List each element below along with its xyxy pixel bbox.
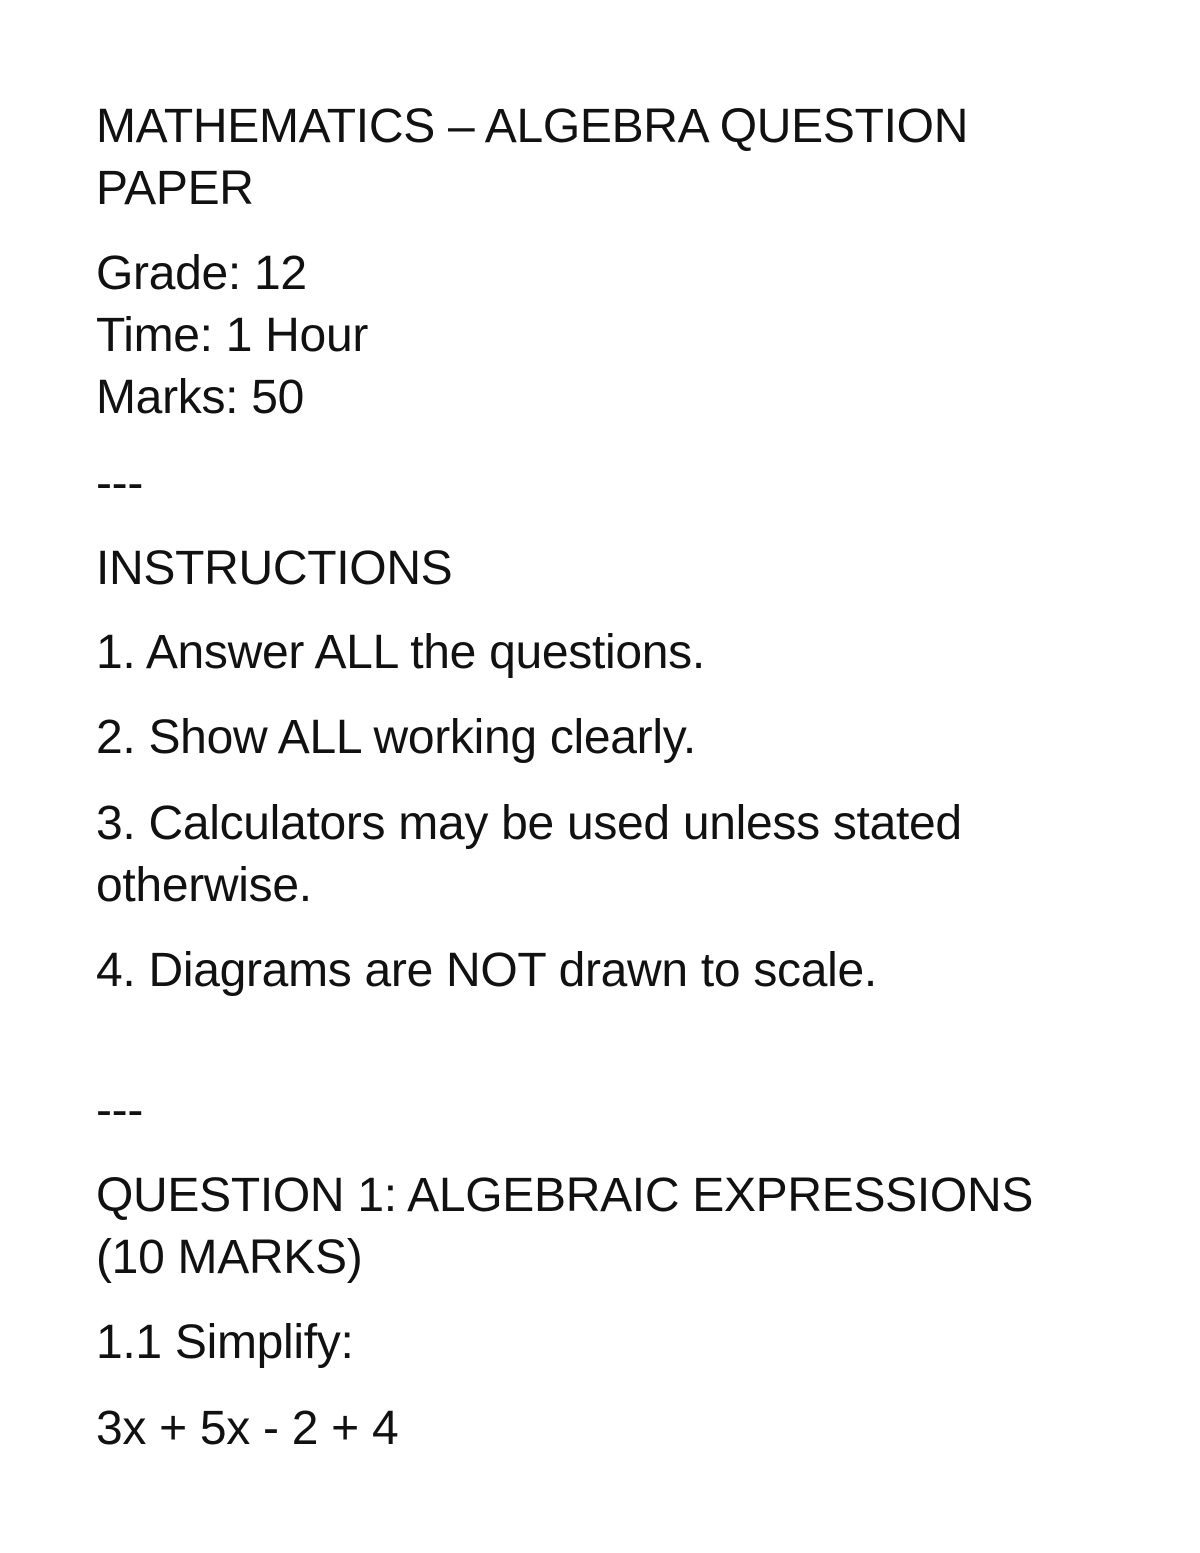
time-info: Time: 1 Hour bbox=[96, 309, 369, 362]
instruction-item: 3. Calculators may be used unless stated bbox=[96, 797, 962, 850]
instructions-heading: INSTRUCTIONS bbox=[96, 542, 453, 595]
instruction-item-continuation: otherwise. bbox=[96, 859, 312, 912]
instruction-item: 2. Show ALL working clearly. bbox=[96, 711, 696, 764]
grade-info: Grade: 12 bbox=[96, 247, 307, 300]
question-1-1-label: 1.1 Simplify: bbox=[96, 1316, 354, 1369]
marks-info: Marks: 50 bbox=[96, 371, 305, 424]
instruction-item: 4. Diagrams are NOT drawn to scale. bbox=[96, 944, 877, 997]
question-1-heading-line-1: QUESTION 1: ALGEBRAIC EXPRESSIONS bbox=[96, 1169, 1034, 1222]
paper-title-line-2: PAPER bbox=[96, 162, 254, 215]
separator: --- bbox=[96, 1084, 144, 1137]
paper-title-line-1: MATHEMATICS – ALGEBRA QUESTION bbox=[96, 100, 969, 153]
separator: --- bbox=[96, 457, 144, 510]
question-1-1-expression: 3x + 5x - 2 + 4 bbox=[96, 1402, 399, 1455]
question-1-heading-line-2: (10 MARKS) bbox=[96, 1231, 363, 1284]
instruction-item: 1. Answer ALL the questions. bbox=[96, 626, 705, 679]
